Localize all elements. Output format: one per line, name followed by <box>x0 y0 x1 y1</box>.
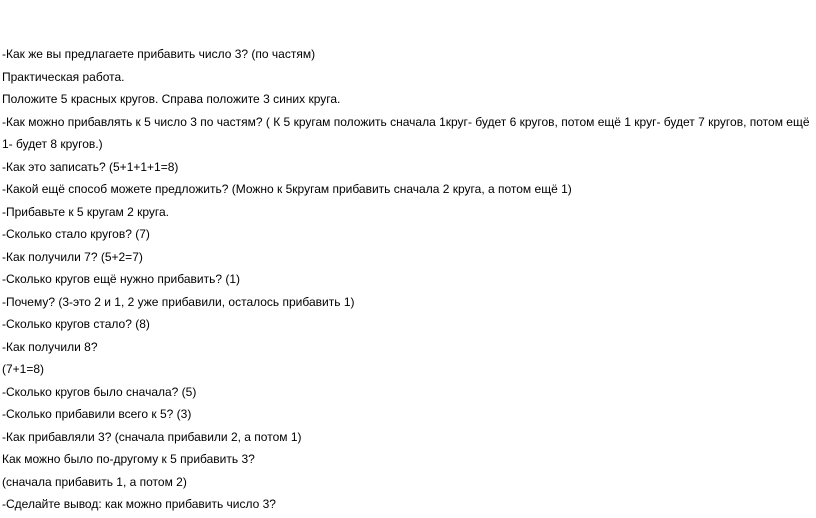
text-line: -Как получили 8? <box>2 339 98 354</box>
text-line: Как можно было по-другому к 5 прибавить 3? <box>2 452 255 466</box>
text-line: Положите 5 красных кругов. Справа положите 3 синих круга. <box>2 92 341 106</box>
text-line: -Почему? (3-это 2 и 1, 2 уже прибавили, осталось прибавить 1) <box>2 294 355 309</box>
text-line: -Сколько кругов было сначала? (5) <box>2 384 197 399</box>
text-line: -Сколько прибавили всего к 5? (3) <box>2 407 192 421</box>
text-line: -Сколько стало кругов? (7) <box>2 227 150 241</box>
text-line: -Какой ещё способ можете предложить? (Можно к 5кругам прибавить сначала 2 круга, а потом ещё 1) <box>2 182 572 196</box>
text-line: -Прибавьте к 5 кругам 2 круга. <box>2 204 169 219</box>
text-line: -Сделайте вывод: как можно прибавить число 3? <box>2 497 276 511</box>
text-line: -Как это записать? (5+1+1+1=8) <box>2 159 179 174</box>
text-line: -Как прибавляли 3? (сначала прибавили 2, а потом 1) <box>2 429 302 444</box>
text-line: Практическая работа. <box>2 69 125 84</box>
document-body <box>2 43 814 516</box>
text-line: -Сколько кругов ещё нужно прибавить? (1) <box>2 272 241 286</box>
text-line: -Сколько кругов стало? (8) <box>2 317 150 331</box>
text-line: -Как же вы предлагаете прибавить число 3? (по частям) <box>2 47 316 61</box>
text-line: (сначала прибавить 1, а потом 2) <box>2 474 187 489</box>
text-line: -Как можно прибавлять к 5 число 3 по частям? ( К 5 кругам положить сначала 1круг- будет 6 кругов, потом ещё 1 круг- будет 7 кругов, потом ещё 1- будет 8 кругов.) <box>2 114 810 151</box>
text-line: (7+1=8) <box>2 362 45 376</box>
text-line: -Как получили 7? (5+2=7) <box>2 249 143 264</box>
